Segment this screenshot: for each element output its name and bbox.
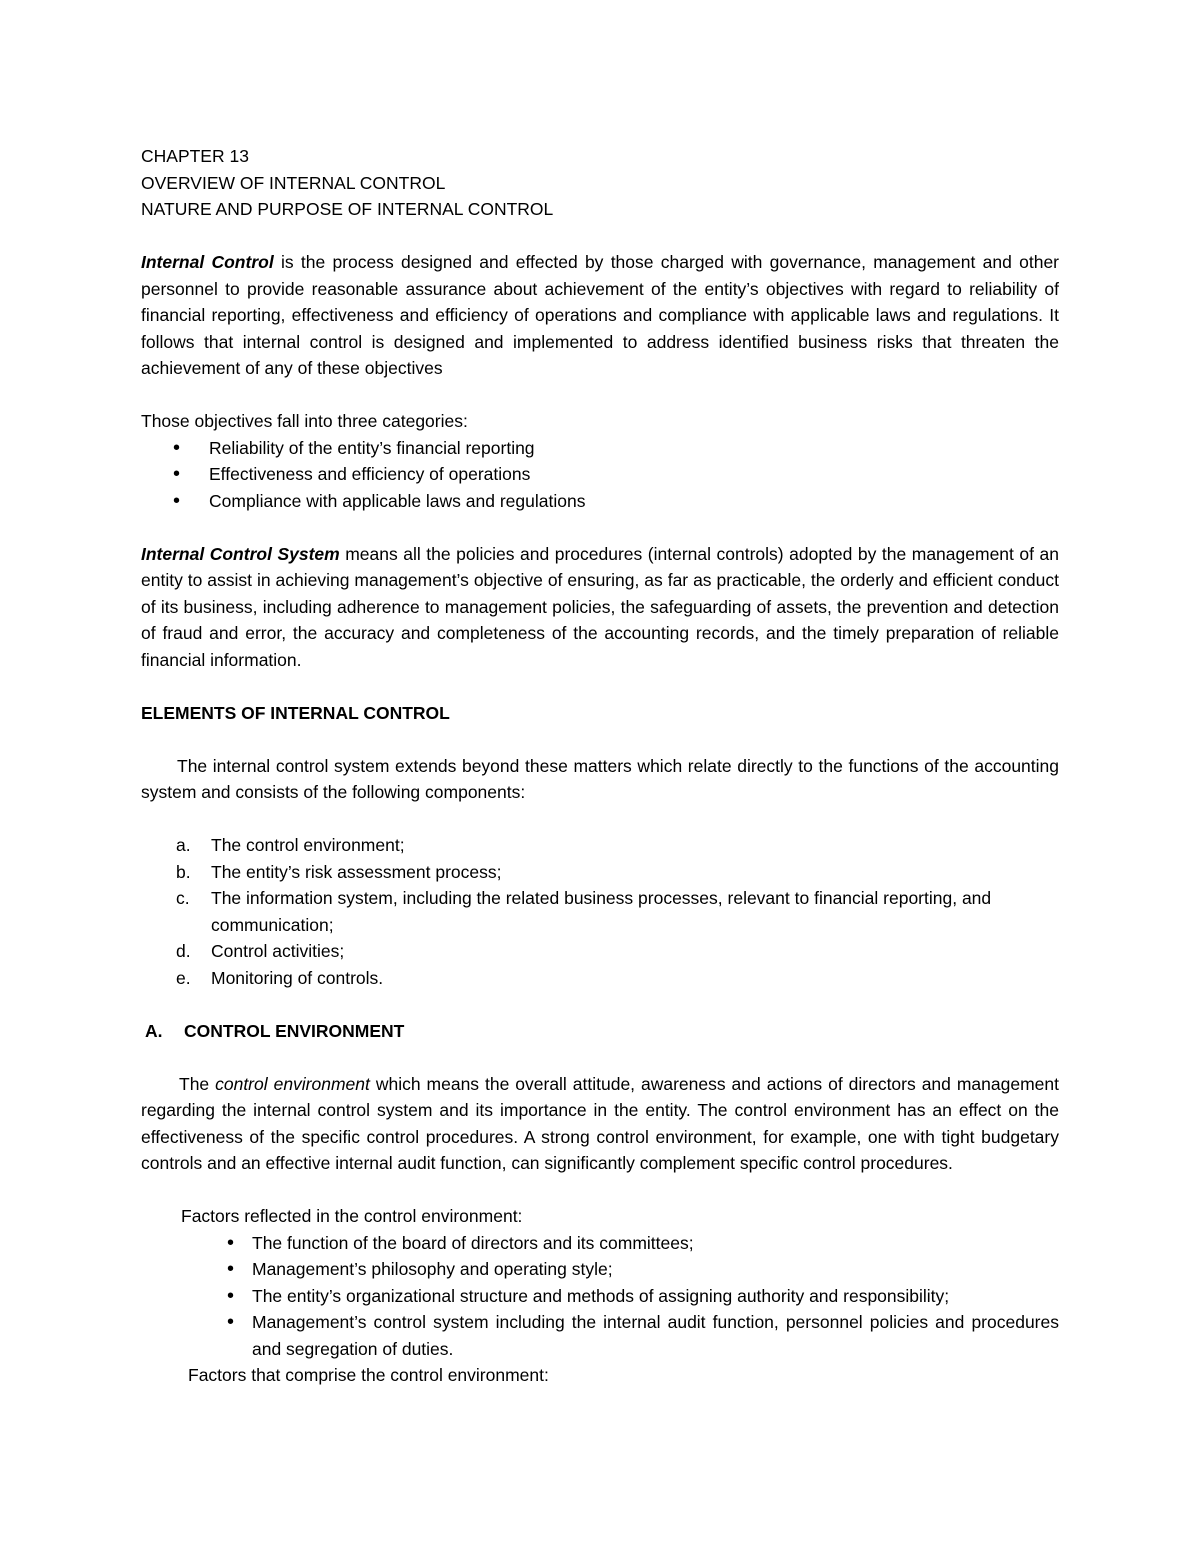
spacer <box>141 223 1059 250</box>
spacer <box>141 806 1059 833</box>
list-item <box>141 832 1059 859</box>
list-item: • Effectiveness and efficiency of operations <box>141 461 1059 488</box>
list-item: • Reliability of the entity’s financial reporting <box>141 435 1059 462</box>
list-marker: e. <box>176 967 191 988</box>
list-marker: d. <box>176 941 191 961</box>
control-environment-paragraph <box>141 1071 1059 1177</box>
list-item <box>141 885 1059 938</box>
list-item-text: The information system, including the related business processes, relevant to financial reporting, and communication; <box>211 888 992 935</box>
document-body <box>141 143 1059 1389</box>
spacer <box>141 514 1059 541</box>
internal-control-system-term: Internal Control System <box>141 543 340 564</box>
section-marker: A. <box>145 1020 163 1041</box>
list-item: • Management’s philosophy and operating style; <box>141 1256 1059 1283</box>
list-marker: c. <box>176 888 190 908</box>
control-environment-term: control environment <box>215 1073 370 1094</box>
list-item: • The entity’s organizational structure and methods of assigning authority and responsibility; <box>141 1283 1059 1310</box>
chapter-label: CHAPTER 13 <box>141 146 249 166</box>
spacer <box>141 1044 1059 1071</box>
list-item <box>141 859 1059 886</box>
factors-lead: Factors reflected in the control environment: <box>181 1206 523 1226</box>
list-item <box>141 938 1059 965</box>
list-marker: a. <box>176 835 191 855</box>
control-environment-text-post: which means the overall attitude, awareness and actions of directors and management regarding the internal control system and its importance in the entity. The control environment has an effect on the effectiveness of the specific control procedures. A strong control environment, for example, one with tight budgetary controls and an effective internal audit function, can significantly complement specific control procedures. <box>141 1073 1059 1173</box>
elements-heading: ELEMENTS OF INTERNAL CONTROL <box>141 702 450 723</box>
factors-list <box>141 1230 1059 1363</box>
internal-control-system-text: means all the policies and procedures (internal controls) adopted by the management of an entity to assist in achieving management’s objective of ensuring, as far as practicable, the orderly and efficient conduct of its business, including adherence to management policies, the safeguarding of assets, the prevention and detection of fraud and error, the accuracy and completeness of the accounting records, and the timely preparation of reliable financial information. <box>141 543 1059 670</box>
control-environment-heading <box>141 1018 1059 1045</box>
list-item-text: The entity’s risk assessment process; <box>211 861 502 882</box>
section-title: NATURE AND PURPOSE OF INTERNAL CONTROL <box>141 199 554 219</box>
spacer <box>141 726 1059 753</box>
objectives-list <box>141 435 1059 515</box>
elements-paragraph: The internal control system extends beyond these matters which relate directly to the functions of the accounting system and consists of the following components: <box>141 755 1059 802</box>
list-item-text: The control environment; <box>211 835 405 855</box>
internal-control-term: Internal Control <box>141 252 274 272</box>
internal-control-definition-text: is the process designed and effected by those charged with governance, management and other personnel to provide reasonable assurance about achievement of the entity’s objectives with regard to reliability of financial reporting, effectiveness and efficiency of operations and compliance with applicable laws and regulations. It follows that internal control is designed and implemented to address identified business risks that threaten the achievement of any of these objectives <box>141 252 1059 378</box>
objectives-lead: Those objectives fall into three categories: <box>141 411 468 431</box>
comprise-lead: Factors that comprise the control environment: <box>188 1365 549 1385</box>
list-item <box>141 965 1059 992</box>
components-list <box>141 832 1059 991</box>
spacer <box>141 673 1059 700</box>
spacer <box>141 382 1059 409</box>
list-item: • Compliance with applicable laws and regulations <box>141 488 1059 515</box>
list-item-text: Control activities; <box>211 941 345 961</box>
internal-control-system-definition <box>141 541 1059 674</box>
spacer <box>141 991 1059 1018</box>
list-item-text: Monitoring of controls. <box>211 967 384 988</box>
list-item: • Management’s control system including the internal audit function, personnel policies and procedures and segregation of duties. <box>141 1309 1059 1362</box>
control-environment-text-pre: The <box>179 1073 216 1094</box>
list-marker: b. <box>176 861 191 882</box>
spacer <box>141 1177 1059 1204</box>
list-item: • The function of the board of directors and its committees; <box>141 1230 1059 1257</box>
chapter-title: OVERVIEW OF INTERNAL CONTROL <box>141 172 446 193</box>
internal-control-definition <box>141 249 1059 382</box>
control-environment-heading-text: CONTROL ENVIRONMENT <box>184 1020 405 1041</box>
